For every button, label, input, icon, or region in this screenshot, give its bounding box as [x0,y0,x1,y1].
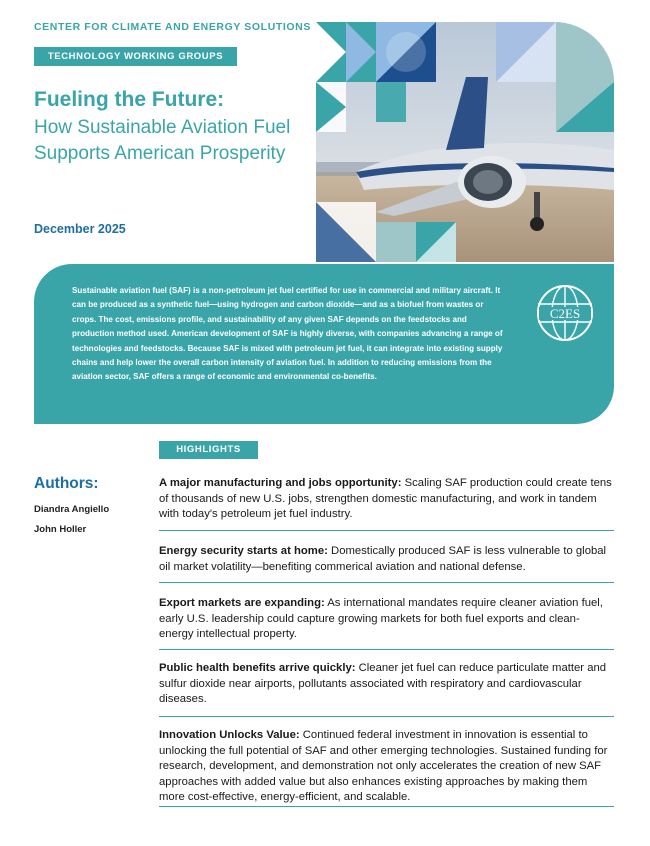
divider [159,806,614,807]
highlight-text: Cleaner jet fuel can reduce particulate matter and sulfur dioxide near airports, pollutants associated with respiratory and cardiovascular diseases. [159,662,607,705]
highlight-item [159,544,614,575]
highlight-lead: Export markets are expanding: [159,597,325,609]
highlights-label: HIGHLIGHTS [159,441,258,459]
highlight-lead: Innovation Unlocks Value: [159,729,300,741]
organization-name: CENTER FOR CLIMATE AND ENERGY SOLUTIONS [34,21,311,33]
highlight-lead: Energy security starts at home: [159,545,328,557]
highlight-text: Continued federal investment in innovation is essential to unlocking the full potential of SAF and other emerging technologies. Sustained funding for research, development, and demonstration not only accelerates the creation of new SAF approaches with added value but also enhances existing approaches by making them more cost-effective, energy-efficient, and scalable. [159,729,608,803]
author-name: John Holler [34,524,87,535]
summary-panel [34,264,614,424]
highlight-text: As international mandates require cleaner aviation fuel, early U.S. leadership could capture growing markets for both fuel exports and clean-energy intellectual property. [159,597,603,640]
highlight-item [159,728,614,806]
divider [159,530,614,531]
divider [159,716,614,717]
highlight-item [159,476,614,523]
authors-heading: Authors: [34,475,99,492]
highlight-lead: Public health benefits arrive quickly: [159,662,356,674]
publication-date: December 2025 [34,222,126,236]
highlight-item [159,596,614,643]
divider [159,649,614,650]
logo-text: C2ES [549,306,581,321]
working-group-tag: TECHNOLOGY WORKING GROUPS [34,47,237,66]
author-name: Diandra Angiello [34,504,110,515]
highlight-item [159,661,614,708]
highlight-text: Scaling SAF production could create tens of thousands of new U.S. jobs, strengthen domestic manufacturing, and work in tandem with today's petroleum jet fuel industry. [159,477,612,520]
highlight-text: Domestically produced SAF is less vulnerable to global oil market volatility—benefiting commerical aviation and national defense. [159,545,607,573]
hero-image-airplane [316,22,614,262]
divider [159,582,614,583]
summary-text: Sustainable aviation fuel (SAF) is a non-petroleum jet fuel certified for use in commercial and military aircraft. It can be produced as a synthetic fuel—using hydrogen and carbon dioxide—and as a biofuel from wastes or crops. The cost, emissions profile, and sustainability of any given SAF depends on the feedstocks and production method used. American development of SAF is highly diverse, with companies advancing a range of technologies and feedstocks. Because SAF is mixed with petroleum jet fuel, it can integrate into existing supply chains and help lower the overall carbon intensity of aviation fuel. In addition to reducing emissions from the aviation sector, SAF offers a range of economic and environmental co-benefits. [72,286,503,382]
title-main: Fueling the Future: [34,88,225,111]
c2es-logo-icon [534,282,596,344]
title-subtitle: How Sustainable Aviation Fuel Supports American Prosperity [34,117,291,164]
airplane-illustration [316,22,614,262]
highlight-lead: A major manufacturing and jobs opportunity: [159,477,402,489]
